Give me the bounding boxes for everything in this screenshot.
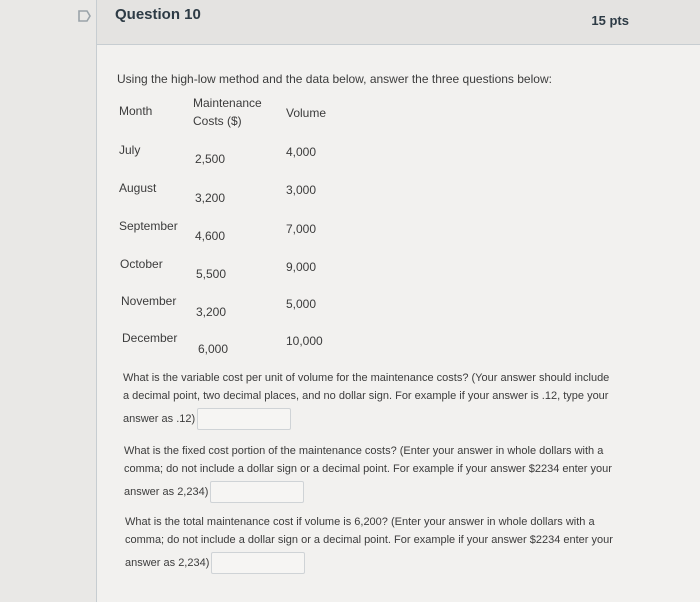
row-volume: 5,000 [286,297,317,311]
question-text-line: What is the variable cost per unit of volume for the maintenance costs? (Your answer should include [123,372,610,384]
row-cost: 3,200 [195,191,226,205]
row-month: November [121,294,177,308]
question-text-line: comma; do not include a dollar sign or a decimal point. For example if your answer $2234 enter your [124,463,612,475]
flag-icon[interactable] [77,9,91,23]
question-card [96,0,700,602]
row-month: July [119,143,141,157]
row-month: August [119,181,157,195]
question-points: 15 pts [591,13,629,28]
question-text-line: answer as 2,234) [124,485,209,498]
question-text-line: a decimal point, two decimal places, and no dollar sign. For example if your answer is .12, type your [123,390,609,402]
answer-input-fixed-cost[interactable] [210,481,304,503]
question-text-line: answer as .12) [123,412,196,425]
row-month: October [120,257,163,271]
question-2 [124,442,612,503]
row-volume: 10,000 [286,334,323,348]
header-month: Month [119,104,153,118]
row-month: September [119,219,178,233]
question-1 [123,369,609,430]
row-cost: 4,600 [195,229,226,243]
question-text-line: answer as 2,234) [125,556,210,569]
row-volume: 3,000 [286,183,317,197]
answer-input-variable-cost[interactable] [197,408,291,430]
row-cost: 3,200 [196,305,227,319]
header-maintenance-line1: Maintenance [193,96,262,110]
question-text-line: What is the fixed cost portion of the maintenance costs? (Enter your answer in whole dollars with a [124,445,604,457]
header-maintenance-costs [193,94,262,130]
row-cost: 5,500 [196,267,227,281]
header-maintenance-line2: Costs ($) [193,114,242,128]
row-volume: 4,000 [286,145,317,159]
question-intro: Using the high-low method and the data below, answer the three questions below: [117,72,552,86]
row-cost: 6,000 [198,342,229,356]
question-3 [125,513,613,574]
row-cost: 2,500 [195,152,226,166]
question-header [97,0,700,45]
question-text-line: What is the total maintenance cost if volume is 6,200? (Enter your answer in whole dollars with a [125,516,595,528]
row-volume: 9,000 [286,260,317,274]
answer-input-total-cost[interactable] [211,552,305,574]
row-month: December [122,331,178,345]
question-title: Question 10 [115,6,201,23]
question-text-line: comma; do not include a dollar sign or a decimal point. For example if your answer $2234 enter your [125,534,613,546]
row-volume: 7,000 [286,222,317,236]
header-volume: Volume [286,106,327,120]
